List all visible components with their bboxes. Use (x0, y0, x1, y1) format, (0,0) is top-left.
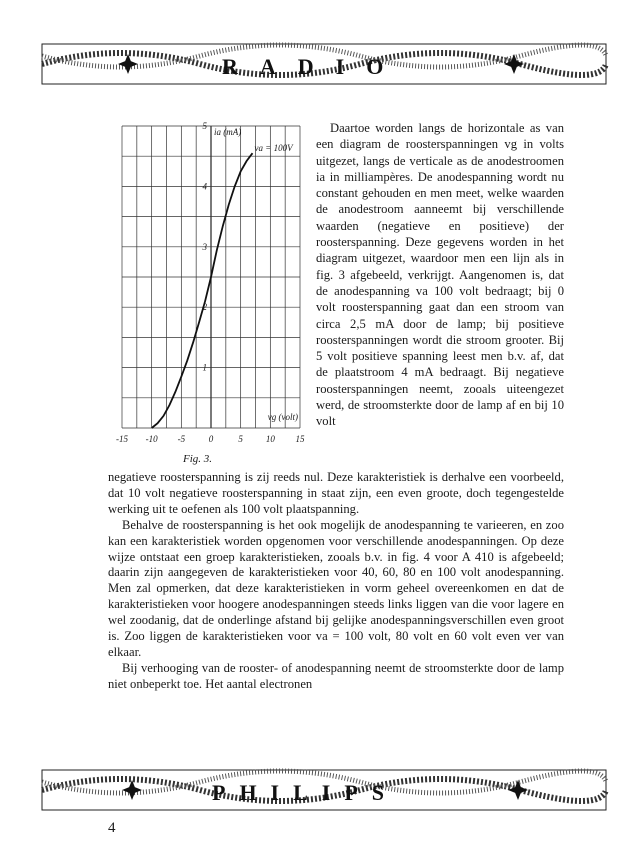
y-tick-label: 2 (202, 302, 207, 313)
x-tick-label: -15 (116, 434, 128, 444)
y-axis-label: ia (mA) (214, 127, 242, 137)
paragraph: Bij verhooging van de rooster- of anodespanning neemt de stroomsterkte door de lamp niet onbeperkt toe. Het aantal electronen (108, 660, 564, 691)
column-text: Daartoe worden langs de horizontale as van een diagram de roosterspanningen vg in volts uitgezet, langs de verticale as de anodestroomen ia in milliampères. De anodespanning wordt nu constant gehouden en men meet, welke waarden de anodestroom aanneemt bij verschillende waarden (negatieve en positieve) der roosterspanning. Deze gegevens worden in het diagram uitgezet, waardoor men een lijn als in fig. 3 afgebeeld, verkrijgt. Aangenomen is, dat de anodespanning va 100 volt bedraagt; bij 0 volt roosterspanning gaat dan een stroom van circa 2,5 mA door de lamp; bij positieve roosterspanningen wordt die stroom grooter. Bij 5 volt positieve spanning leest men b.v. af, dat de plaatstroom 4 mA bedraagt. Bij negatieve roosterspanningen neemt, zooals uiteengezet werd, de stroomsterkte door de lamp af en bij 10 volt (316, 121, 564, 429)
figure-3-chart (100, 120, 308, 470)
x-tick-label: 10 (265, 434, 275, 444)
x-tick-label: -10 (145, 434, 158, 444)
paragraph: Behalve de roosterspanning is het ook mogelijk de anodespanning te varieeren, en zoo kan een karakteristiek worden opgenomen voor verschillende anodespanningen. Op deze wijze ontstaat een groep karakteristieken, zooals b.v. in fig. 4 voor A 410 is afgebeeld; daarin zijn aangegeven de karakteristieken voor 40, 60, 80 en 100 volt anodespanning. Men zal opmerken, dat deze karakteristieken in vorm geheel overeenkomen en dat de karakteristieken voor hoogere anodespanningen steeds links liggen van die voor lagere en wel zoodanig, dat de onderlinge afstand bij gelijke anodespanningsverschillen even groot is. Zoo liggen de karakteristieken voor va = 100 volt, 80 volt en 60 volt even ver van elkaar. (108, 517, 564, 659)
y-tick-label: 4 (202, 181, 207, 192)
figure-caption: Fig. 3. (183, 453, 213, 465)
x-tick-label: 0 (208, 434, 214, 444)
chart-svg (100, 120, 308, 450)
series-label: va = 100V (254, 143, 293, 154)
footer-title: PHILIPS (212, 780, 399, 805)
footer-band (0, 760, 638, 820)
y-tick-label: 5 (202, 121, 207, 131)
x-tick-label: 5 (238, 434, 243, 444)
x-axis-label: vg (volt) (267, 412, 298, 422)
x-tick-label: -5 (177, 434, 186, 444)
y-tick-label: 1 (202, 362, 207, 373)
star-icon (118, 54, 138, 74)
x-tick-label: 15 (295, 434, 305, 444)
y-tick-label: 3 (202, 241, 207, 252)
body-text (108, 470, 564, 693)
header-band (0, 34, 638, 94)
page-number: 4 (108, 820, 116, 836)
star-icon (122, 780, 142, 800)
header-title: RADIO (222, 54, 406, 79)
paragraph: negatieve roosterspanning is zij reeds nul. Deze karakteristiek is derhalve een voorbeeld, dat 10 volt negatieve roosterspanning in staat zijn, een even groote, doch tegengestelde werking uit te oefenen als 100 volt plaatspanning. (108, 470, 564, 516)
